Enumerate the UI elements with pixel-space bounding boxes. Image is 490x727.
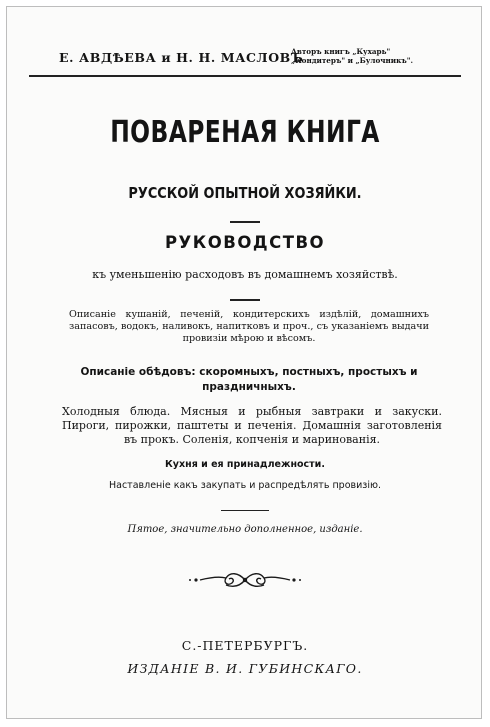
title-page	[6, 6, 482, 719]
dishes-paragraph: Холодныя блюда. Мясныя и рыбныя завтраки и закуски. Пироги, пирожки, паштеты и печенія. Домашнія заготовленія въ прокъ. Соленія, копченія и маринованія.	[62, 405, 442, 446]
book-title: ПОВАРЕНАЯ КНИГА	[110, 115, 380, 150]
description-paragraph: Описаніе кушаній, печеній, кондитерскихъ издѣлій, домашнихъ запасовъ, водокъ, наливокъ, напитковъ и проч., съ указаніемъ выдачи провизіи мѣрою и вѣсомъ.	[69, 309, 429, 344]
dinners-paragraph	[69, 365, 429, 395]
publisher: ИЗДАНІЕ В. И. ГУБИНСКАГО.	[127, 661, 363, 676]
author-note-line1: Авторъ книгъ „Кухарь"	[291, 47, 391, 56]
header-rule	[29, 45, 461, 77]
dinners-line1: Описаніе обѣдовъ: скоромныхъ, постныхъ, простыхъ и	[80, 366, 418, 378]
dinners-line2: праздничныхъ.	[202, 381, 296, 393]
publication-city: С.-ПЕТЕРБУРГЪ.	[181, 638, 309, 653]
ornament-icon	[182, 569, 308, 591]
divider-dash	[230, 221, 260, 223]
author-note	[291, 47, 457, 65]
author-note-line2: „Кондитеръ" и „Булочникъ".	[291, 56, 414, 65]
kitchen-line: Кухня и ея принадлежности.	[165, 459, 325, 470]
divider-dash	[221, 510, 269, 511]
instruction-line: Наставленіе какъ закупать и распредѣлять провизію.	[108, 480, 381, 491]
edition-line: Пятое, значительно дополненное, изданіе.	[127, 524, 363, 535]
guide-tagline: къ уменьшенію расходовъ въ домашнемъ хозяйствѣ.	[92, 268, 398, 281]
guide-heading: РУКОВОДСТВО	[164, 233, 326, 252]
book-subtitle: РУССКОЙ ОПЫТНОЙ ХОЗЯЙКИ.	[128, 184, 362, 202]
divider-dash	[230, 299, 260, 301]
authors: Е. АВДѢЕВА и Н. Н. МАСЛОВЪ	[59, 50, 304, 65]
